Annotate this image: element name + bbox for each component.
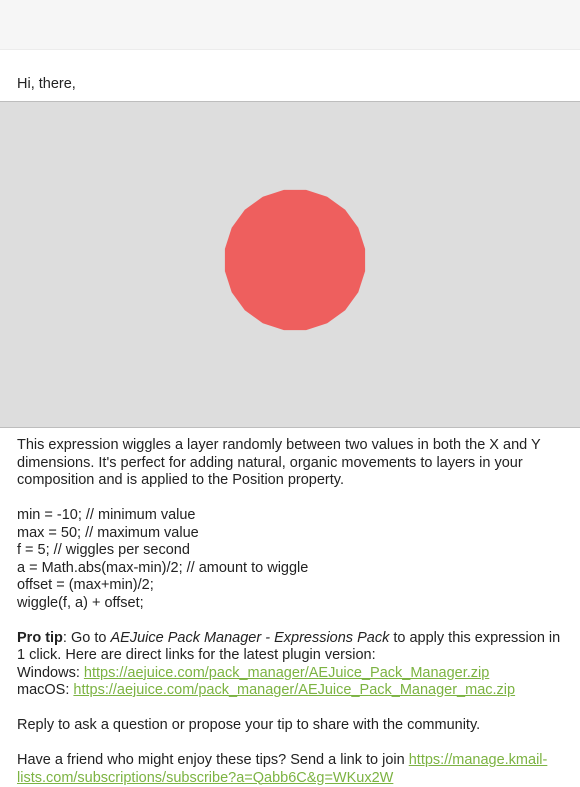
mac-download-line	[17, 682, 567, 700]
greeting-text: Hi, there,	[17, 76, 76, 92]
code-line: a = Math.abs(max-min)/2; // amount to wiggle	[17, 559, 309, 576]
windows-label: Windows:	[17, 664, 84, 681]
share-text: Have a friend who might enjoy these tips? Send a link to join	[17, 752, 409, 768]
description-text: This expression wiggles a layer randomly between two values in both the X and Y dimensions. It's perfect for adding natural, organic movements to layers in your composition and is applied to the Position property.	[17, 437, 541, 488]
code-line: min = -10; // minimum value	[17, 507, 196, 523]
mac-label: macOS:	[17, 682, 74, 698]
pro-tip-emphasis: AEJuice Pack Manager - Expressions Pack	[110, 629, 390, 646]
hero-animation-preview	[0, 101, 580, 428]
windows-download-link[interactable]: https://aejuice.com/pack_manager/AEJuice_Pack_Manager.zip	[83, 664, 490, 681]
wiggle-preview-graphic	[0, 102, 580, 427]
mac-download-link[interactable]: https://aejuice.com/pack_manager/AEJuice_Pack_Manager_mac.zip	[73, 682, 516, 698]
pro-tip-text: to apply this expression in 1 click. Here are direct links for the latest plugin version:	[17, 629, 561, 663]
pro-tip-label: Pro tip	[17, 629, 63, 646]
code-line: f = 5; // wiggles per second	[17, 542, 190, 558]
email-header-bar	[0, 0, 580, 50]
share-paragraph	[17, 752, 567, 787]
code-block	[17, 507, 567, 612]
email-body	[17, 437, 567, 787]
pro-tip-paragraph	[17, 630, 567, 665]
code-line: wiggle(f, a) + offset;	[17, 594, 144, 611]
subscribe-link[interactable]: https://manage.kmail-lists.com/subscriptions/subscribe?a=Qabb6C&g=WKux2W	[17, 752, 548, 786]
code-line: max = 50; // maximum value	[17, 524, 199, 541]
reply-text: Reply to ask a question or propose your tip to share with the community.	[17, 717, 481, 733]
pro-tip-text: : Go to	[62, 629, 111, 646]
red-circle-shape	[225, 190, 365, 330]
code-line: offset = (max+min)/2;	[17, 577, 154, 593]
windows-download-line	[17, 665, 567, 683]
